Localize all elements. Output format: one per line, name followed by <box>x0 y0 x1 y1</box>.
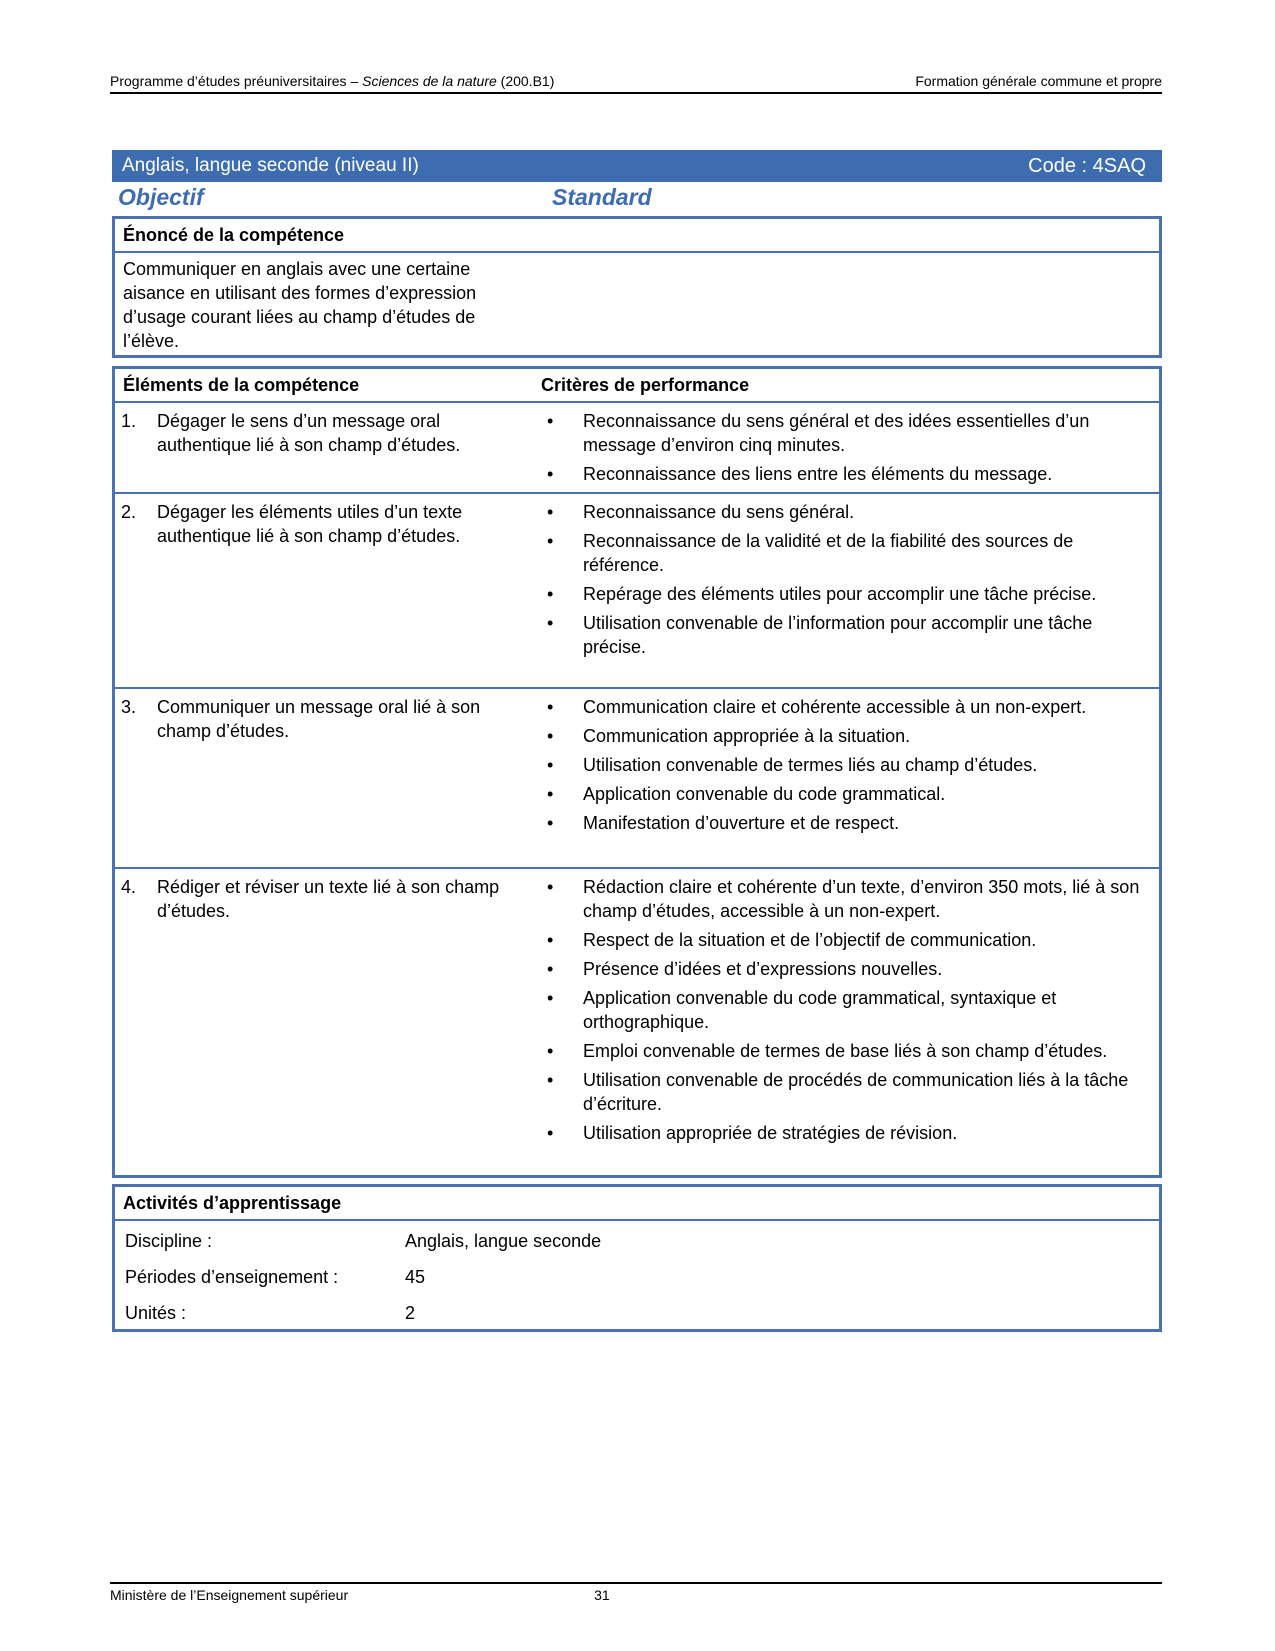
element-description: Communiquer un message oral lié à son champ d’études. <box>157 697 481 741</box>
discipline-line <box>125 1231 601 1252</box>
criterion-item <box>547 753 1157 777</box>
criterion-text: Utilisation convenable de termes liés au champ d’études. <box>583 755 1038 775</box>
element-number: 3. <box>121 697 137 717</box>
criterion-item <box>547 1068 1157 1116</box>
activites-heading: Activités d’apprentissage <box>115 1187 1159 1221</box>
bullet-icon: • <box>547 1123 554 1143</box>
periodes-value: 45 <box>405 1267 426 1287</box>
criteria-list <box>547 409 1157 491</box>
criterion-item <box>547 611 1157 659</box>
objectif-label: Objectif <box>118 184 204 210</box>
bullet-icon: • <box>547 531 554 551</box>
element-number: 4. <box>121 877 137 897</box>
header-program-name: Sciences de la nature <box>362 73 497 89</box>
element-text <box>121 875 531 923</box>
elements-header-row <box>115 369 1159 403</box>
criterion-item <box>547 986 1157 1034</box>
criterion-text: Communication claire et cohérente accessible à un non-expert. <box>583 697 1087 717</box>
criterion-text: Reconnaissance du sens général. <box>583 502 855 522</box>
course-title-bar <box>112 150 1162 182</box>
bullet-icon: • <box>547 697 554 717</box>
criterion-item <box>547 1039 1157 1063</box>
bullet-icon: • <box>547 464 554 484</box>
element-row <box>115 492 1159 687</box>
bullet-icon: • <box>547 988 554 1008</box>
enonce-section <box>112 216 1162 358</box>
bullet-icon: • <box>547 959 554 979</box>
criterion-text: Respect de la situation et de l’objectif de communication. <box>583 930 1037 950</box>
criterion-item <box>547 957 1157 981</box>
element-description: Dégager le sens d’un message oral authentique lié à son champ d’études. <box>157 411 461 455</box>
element-text <box>121 695 531 743</box>
unites-label: Unités : <box>125 1303 187 1323</box>
criterion-item <box>547 695 1157 719</box>
running-header <box>110 72 1162 94</box>
footer-ministry: Ministère de l’Enseignement supérieur <box>110 1587 349 1603</box>
criterion-text: Communication appropriée à la situation. <box>583 726 911 746</box>
bullet-icon: • <box>547 1041 554 1061</box>
element-description: Rédiger et réviser un texte lié à son champ d’études. <box>157 877 500 921</box>
element-row <box>115 687 1159 867</box>
criterion-text: Rédaction claire et cohérente d’un texte, d’environ 350 mots, lié à son champ d’études, accessible à un non-expert. <box>583 877 1140 921</box>
element-row <box>115 867 1159 1175</box>
unites-value: 2 <box>405 1303 416 1323</box>
unites-line <box>125 1303 415 1324</box>
header-formation: Formation générale commune et propre <box>915 73 1162 89</box>
criteres-heading: Critères de performance <box>541 375 750 395</box>
element-text <box>121 500 531 548</box>
criterion-text: Emploi convenable de termes de base liés à son champ d’études. <box>583 1041 1108 1061</box>
discipline-value: Anglais, langue seconde <box>405 1231 602 1251</box>
enonce-text: Communiquer en anglais avec une certaine aisance en utilisant des formes d’expression d’usage courant liées au champ d’études de l’élève. <box>123 259 477 351</box>
criterion-text: Utilisation convenable de l’information pour accomplir une tâche précise. <box>583 613 1093 657</box>
criterion-item <box>547 875 1157 923</box>
criterion-item <box>547 582 1157 606</box>
course-code: Code : 4SAQ <box>1028 154 1146 177</box>
criterion-item <box>547 409 1157 457</box>
criterion-text: Reconnaissance de la validité et de la fiabilité des sources de référence. <box>583 531 1074 575</box>
criterion-text: Reconnaissance des liens entre les éléments du message. <box>583 464 1053 484</box>
criterion-item <box>547 811 1157 835</box>
activites-section <box>112 1184 1162 1332</box>
bullet-icon: • <box>547 813 554 833</box>
elements-heading: Éléments de la compétence <box>123 375 360 395</box>
enonce-heading: Énoncé de la compétence <box>115 219 1159 253</box>
bullet-icon: • <box>547 1070 554 1090</box>
criterion-text: Repérage des éléments utiles pour accomplir une tâche précise. <box>583 584 1097 604</box>
element-row <box>115 403 1159 492</box>
bullet-icon: • <box>547 877 554 897</box>
element-number: 2. <box>121 502 137 522</box>
bullet-icon: • <box>547 502 554 522</box>
criterion-text: Reconnaissance du sens général et des idées essentielles d’un message d’environ cinq minutes. <box>583 411 1090 455</box>
criterion-text: Utilisation appropriée de stratégies de révision. <box>583 1123 958 1143</box>
course-title: Anglais, langue seconde (niveau II) <box>122 155 419 176</box>
element-number: 1. <box>121 411 137 431</box>
bullet-icon: • <box>547 726 554 746</box>
criterion-item <box>547 782 1157 806</box>
criterion-item <box>547 462 1157 486</box>
criterion-text: Application convenable du code grammatical, syntaxique et orthographique. <box>583 988 1057 1032</box>
criteria-list <box>547 500 1157 664</box>
standard-label: Standard <box>552 184 652 210</box>
criterion-text: Manifestation d’ouverture et de respect. <box>583 813 900 833</box>
criterion-text: Application convenable du code grammatical. <box>583 784 946 804</box>
running-footer <box>110 1582 1162 1604</box>
page-number: 31 <box>594 1587 610 1603</box>
bullet-icon: • <box>547 584 554 604</box>
criterion-item <box>547 928 1157 952</box>
bullet-icon: • <box>547 784 554 804</box>
element-description: Dégager les éléments utiles d’un texte authentique lié à son champ d’études. <box>157 502 463 546</box>
bullet-icon: • <box>547 613 554 633</box>
header-program-code: (200.B1) <box>500 73 555 89</box>
bullet-icon: • <box>547 930 554 950</box>
criterion-item <box>547 724 1157 748</box>
criterion-item <box>547 500 1157 524</box>
periodes-line <box>125 1267 425 1288</box>
header-program <box>110 72 554 90</box>
bullet-icon: • <box>547 755 554 775</box>
header-program-prefix: Programme d’études préuniversitaires – <box>110 73 359 89</box>
element-text <box>121 409 531 457</box>
criterion-item <box>547 529 1157 577</box>
periodes-label: Périodes d’enseignement : <box>125 1267 339 1287</box>
criteria-list <box>547 875 1157 1150</box>
bullet-icon: • <box>547 411 554 431</box>
elements-section <box>112 366 1162 1178</box>
criterion-item <box>547 1121 1157 1145</box>
criteria-list <box>547 695 1157 840</box>
discipline-label: Discipline : <box>125 1231 213 1251</box>
criterion-text: Présence d’idées et d’expressions nouvelles. <box>583 959 943 979</box>
criterion-text: Utilisation convenable de procédés de communication liés à la tâche d’écriture. <box>583 1070 1129 1114</box>
